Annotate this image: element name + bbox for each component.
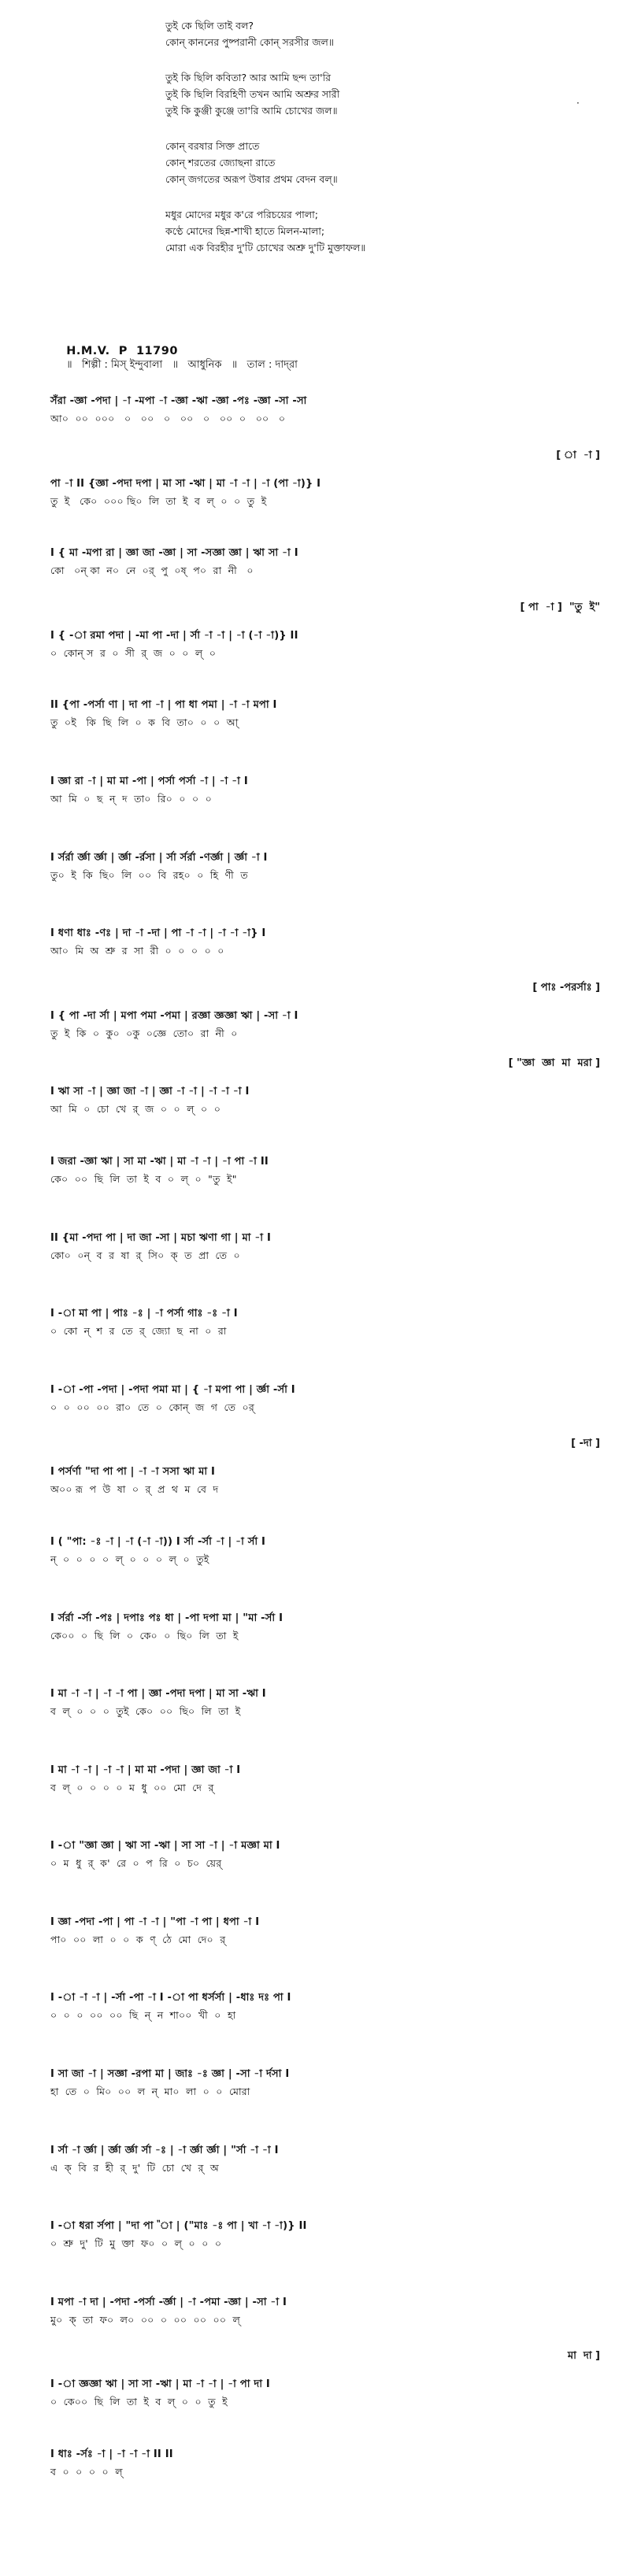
notation-line bbox=[50, 1054, 611, 1131]
notation-lyrics: ০ ০ ০০ ০০ রা০ তে ০ কোন্ জ গ তে ০র্ bbox=[50, 1401, 254, 1413]
notation-lyrics: আ০ মি অ শ্রু র সা রী ০ ০ ০ ০ ০ bbox=[50, 945, 224, 957]
swaralipi-notes: I সা জা -া | সজ্ঞা -রপা মা | জাঃ -ঃ জ্ঞা | -সা -া র্দসা I bbox=[50, 2068, 290, 2081]
notation-line bbox=[50, 1967, 611, 2043]
notation-lyrics: ০ কে০০ ছি লি তা ই ব ল্ ০ ০ তু ই bbox=[50, 2396, 228, 2408]
notation-lyrics: ন্ ০ ০ ০ ০ ল্ ০ ০ ০ ল্ ০ তুই bbox=[50, 1553, 209, 1565]
notation-lyrics: তু ই কে০ ০০০ ছি০ লি তা ই ব ল্ ০ ০ তু ই bbox=[50, 494, 267, 507]
lyric-line: কোন্ শরতের জ্যোছনা রাতে bbox=[165, 157, 276, 168]
notation-prefix: মা দা ] bbox=[567, 2350, 600, 2363]
swaralipi-notes: I -া জ্ঞজ্ঞা ঋা | সা সা -ঋা | মা -া -া | -া পা দা I bbox=[50, 2378, 270, 2391]
notation-line bbox=[50, 2347, 611, 2423]
swaralipi-notes: I ঋা সা -া | জ্ঞা জা -া | জ্ঞা -া -া | -া -া -া I bbox=[50, 1086, 250, 1098]
notation-line bbox=[50, 598, 611, 675]
notation-lyrics: ০ কো ন্ শ র তে র্ জ্যো ছ না ০ রা bbox=[50, 1325, 227, 1338]
lyric-line: তুই কি কুঞ্জী কুঞ্জে তা'রি আমি চোখের জল॥ bbox=[165, 105, 338, 117]
notation-line bbox=[50, 1207, 611, 1283]
swaralipi-notes: II {পা -পর্সা ণা | দা পা -া | পা ধা পমা | -া -া মপা I bbox=[50, 699, 277, 712]
swaralipi-notes: I ধণা ধাঃ -ণঃ | দা -া -দা | পা -া -া | -া -া -া} I bbox=[50, 927, 266, 940]
swaralipi-notes: I -া ধরা র্সপা | "দা পা "া | ("মাঃ -ঃ পা | খা -া -া)} II bbox=[50, 2220, 307, 2233]
notation-line bbox=[50, 1739, 611, 1815]
notation-lyrics: ০ ০ ০ ০০ ০০ ছি ন্ ন শা০০ খী ০ হা bbox=[50, 2009, 236, 2022]
notation-line bbox=[50, 2271, 611, 2348]
notation-line bbox=[50, 1663, 611, 1739]
stanza bbox=[165, 17, 575, 50]
notation-prefix: [ "জ্ঞা জ্ঞা মা মরা ] bbox=[508, 1057, 600, 1070]
stanza bbox=[165, 206, 575, 256]
swaralipi-notes: I -া মা পা | পাঃ -ঃ | -া পর্সা গাঃ -ঃ -া I bbox=[50, 1308, 238, 1320]
notation-line bbox=[50, 522, 611, 598]
notation-line bbox=[50, 902, 611, 979]
notation-line bbox=[50, 674, 611, 750]
notation-line bbox=[50, 979, 611, 1055]
swaralipi-notes: I মা -া -া | -া -া পা | জ্ঞা -পদা দপা | মা সা -ঋা I bbox=[50, 1688, 266, 1701]
notation-lyrics: আ মি ০ ছ ন্ দ তা০ রি০ ০ ০ ০ bbox=[50, 792, 212, 805]
swaralipi-notes: I পর্সর্ণা "দা পা পা | -া -া সসা ঋা মা I bbox=[50, 1466, 216, 1479]
notation-lyrics: ব ল্ ০ ০ ০ তুই কে০ ০০ ছি০ লি তা ই bbox=[50, 1705, 241, 1718]
swaralipi-notes: I র্সর্রা র্জ্ঞা র্জ্ঞা | র্জ্ঞা -র্রসা | র্সা র্সর্রা -ণর্জ্ঞা | র্জ্ঞা -া I bbox=[50, 851, 268, 864]
notation-prefix: [ -দা ] bbox=[571, 1438, 600, 1450]
notation-lyrics: অ০০ রূ প উ ষা ০ র্ প্র থ ম বে দ bbox=[50, 1483, 219, 1496]
notation-lyrics: কে০ ০০ ছি লি তা ই ব ০ ল্ ০ "তু ই" bbox=[50, 1172, 237, 1185]
swaralipi-notes: I ( "পা: -ঃ -া | -া (-া -া)) I র্সা -র্সা -া | -া র্সা I bbox=[50, 1535, 266, 1548]
notation-prefix: [ পা -া ] "তু ই" bbox=[520, 601, 600, 613]
notation-block bbox=[50, 370, 611, 2500]
swaralipi-notes: I র্সর্রা -র্সা -পঃ | দপাঃ পঃ ধা | -পা দপা মা | "মা -র্সা I bbox=[50, 1612, 284, 1624]
swaralipi-notes: পা -া II {জ্ঞা -পদা দপা | মা সা -ঋা | মা -া -া | -া (পা -া)} I bbox=[50, 477, 321, 490]
notation-lyrics: কো ০ন্ কা ন০ নে ০র্ পু ০ষ্ প০ রা নী ০ bbox=[50, 564, 254, 577]
notation-line bbox=[50, 1815, 611, 1891]
stray-dot: · bbox=[576, 98, 580, 109]
lyric-line: কোন্ জগতের অরূপ উষার প্রথম বেদন বল্॥ bbox=[165, 173, 338, 185]
swaralipi-notes: I -া "জ্ঞা জ্ঞা | ঋা সা -ঋা | সা সা -া | -া মজ্ঞা মা I bbox=[50, 1840, 280, 1852]
song-lyrics bbox=[165, 17, 575, 275]
swaralipi-notes: I মপা -া দা | -পদা -পর্সা -র্জ্ঞা | -া -পমা -জ্ঞা | -সা -া I bbox=[50, 2296, 287, 2308]
notation-line bbox=[50, 750, 611, 827]
notation-line bbox=[50, 370, 611, 446]
swaralipi-notes: I জ্ঞা রা -া | মা মা -পা | পর্সা পর্সা -া | -া -া I bbox=[50, 775, 248, 787]
swaralipi-notes: I জ্ঞা -পদা -পা | পা -া -া | "পা -া পা | ধপা -া I bbox=[50, 1915, 260, 1928]
notation-lyrics: তু ই কি ০ কু০ ০কু ০জ্ঞে তো০ রা নী ০ bbox=[50, 1027, 238, 1039]
lyric-line: তুই কি ছিলি বিরহিণী তখন আমি অশ্রুর সারী bbox=[165, 88, 340, 100]
notation-line bbox=[50, 1282, 611, 1359]
notation-lyrics: মু০ ক্ তা ফ০ ল০ ০০ ০ ০০ ০০ ০০ ল্ bbox=[50, 2313, 241, 2326]
lyric-line: কোন্ বরষার সিক্ত প্রাতে bbox=[165, 140, 260, 152]
stanza bbox=[165, 138, 575, 187]
notation-lyrics: আ মি ০ চো খে র্ জ ০ ০ ল্ ০ ০ bbox=[50, 1103, 221, 1116]
notation-lyrics: কো০ ০ন্ ব র ষা র্ সি০ ক্ ত প্রা তে ০ bbox=[50, 1249, 240, 1261]
swaralipi-notes: I ধাঃ -র্সঃ -া | -া -া -া II II bbox=[50, 2448, 173, 2461]
notation-lyrics: কে০০ ০ ছি লি ০ কে০ ০ ছি০ লি তা ই bbox=[50, 1629, 239, 1641]
record-number: H.M.V. P 11790 bbox=[66, 345, 178, 357]
swaralipi-notes: I র্সা -া র্জ্ঞা | র্জ্ঞা র্জ্ঞা র্সা -ঃ | -া র্জ্ঞা র্জ্ঞা | "র্সা -া -া I bbox=[50, 2144, 279, 2156]
lyric-line: মধুর মোদের মধুর ক'রে পরিচয়ের পালা; bbox=[165, 209, 318, 220]
notation-lyrics: হা তে ০ মি০ ০০ ল ন্ মা০ লা ০ ০ মোরা bbox=[50, 2086, 250, 2098]
notation-lyrics: ০ শ্রু দু' টি মু ক্তা ফ০ ০ ল্ ০ ০ ০ bbox=[50, 2237, 222, 2250]
notation-line bbox=[50, 1131, 611, 1207]
swaralipi-notes: I জরা -জ্ঞা ঋা | সা মা -ঋা | মা -া -া | -া পা -া II bbox=[50, 1155, 269, 1168]
notation-line bbox=[50, 1587, 611, 1664]
swaralipi-notes: I -া -পা -পদা | -পদা পমা মা | { -া মপা পা | র্জ্ঞা -র্সা I bbox=[50, 1383, 295, 1396]
lyric-line: কণ্ঠে মোদের ছিন্ন-শাখী হাতে মিলন-মালা; bbox=[165, 225, 325, 237]
lyric-line: তুই কি ছিলি কবিতা? আর আমি ছন্দ তা'রি bbox=[165, 72, 332, 83]
swaralipi-notes: I { পা -দা র্সা | মপা পমা -পমা | রজ্ঞা জ্ঞজ্ঞা ঋা | -সা -া I bbox=[50, 1009, 298, 1022]
swaralipi-notes: I -া -া -া | -র্সা -পা -া I -া পা ধর্সর্সা | -ধাঃ দঃ পা I bbox=[50, 1992, 291, 2004]
notation-line bbox=[50, 2423, 611, 2500]
notation-line bbox=[50, 446, 611, 523]
stanza bbox=[165, 69, 575, 119]
notation-lyrics: এ ক্ বি র হী র্ দু' টি চো খে র্ অ bbox=[50, 2161, 219, 2174]
notation-lyrics: ০ কোন্ স র ০ সী র্ জ ০ ০ ল্ ০ bbox=[50, 646, 217, 659]
notation-lyrics: ০ ম ধু র্ ক' রে ০ প রি ০ চ০ য়ের্ bbox=[50, 1857, 222, 1870]
notation-lyrics: ব ০ ০ ০ ০ ল্ bbox=[50, 2466, 123, 2478]
swaralipi-notes: II {মা -পদা পা | দা জা -সা | মচা ঋণা গা | মা -া I bbox=[50, 1231, 272, 1244]
notation-lyrics: ব ল্ ০ ০ ০ ০ ম ধু ০০ মো দে র্ bbox=[50, 1781, 214, 1793]
notation-line bbox=[50, 2043, 611, 2119]
swaralipi-notes: I { মা -মপা রা | জ্ঞা জা -জ্ঞা | সা -সজ্ঞা জ্ঞা | ঋা সা -া I bbox=[50, 547, 298, 560]
notation-lyrics: তু ০ই কি ছি লি ০ ক বি তা০ ০ ০ আ্ bbox=[50, 716, 239, 729]
notation-line bbox=[50, 1434, 611, 1511]
record-details: ॥ শিল্পী : মিস্ ইন্দুবালা ॥ আধুনিক ॥ তাল : দাদ্‌রা bbox=[66, 359, 298, 371]
notation-lyrics: পা০ ০০ লা ০ ০ ক ণ্ ঠে মো দে০ র্ bbox=[50, 1933, 226, 1945]
notation-lyrics: তু০ ই কি ছি০ লি ০০ বি রহ০ ০ হি ণী ত bbox=[50, 868, 248, 881]
lyric-line: তুই কে ছিলি তাই বল? bbox=[165, 20, 254, 31]
notation-line bbox=[50, 1891, 611, 1967]
lyric-line: মোরা এক বিরহীর দু'টি চোখের অশ্রু দু'টি মুক্তাফল॥ bbox=[165, 242, 366, 254]
swaralipi-notes: I মা -া -া | -া -া | মা মা -পদা | জ্ঞা জা -া I bbox=[50, 1764, 241, 1776]
notation-line bbox=[50, 1359, 611, 1435]
lyric-line: কোন্ কাননের পুষ্পরানী কোন্ সরসীর জল॥ bbox=[165, 36, 334, 48]
notation-line bbox=[50, 827, 611, 903]
swaralipi-notes: সঁরা -জ্ঞা -পদা | -া -মপা -া -জ্ঞা -ঋা -জ্ঞা -পঃ -জ্ঞা -সা -সা bbox=[50, 395, 307, 407]
notation-lyrics: আ০ ০০ ০০০ ০ ০০ ০ ০০ ০ ০০ ০ ০০ ০ bbox=[50, 413, 286, 424]
notation-line bbox=[50, 2195, 611, 2271]
notation-line bbox=[50, 1511, 611, 1587]
notation-prefix: [ া -া ] bbox=[556, 449, 600, 461]
notation-prefix: [ পাঃ -পরর্সাঃ ] bbox=[532, 981, 600, 994]
swaralipi-notes: I { -া রমা পদা | -মা পা -দা | র্সা -া -া | -া (-া -া)} II bbox=[50, 629, 298, 642]
notation-line bbox=[50, 2119, 611, 2196]
